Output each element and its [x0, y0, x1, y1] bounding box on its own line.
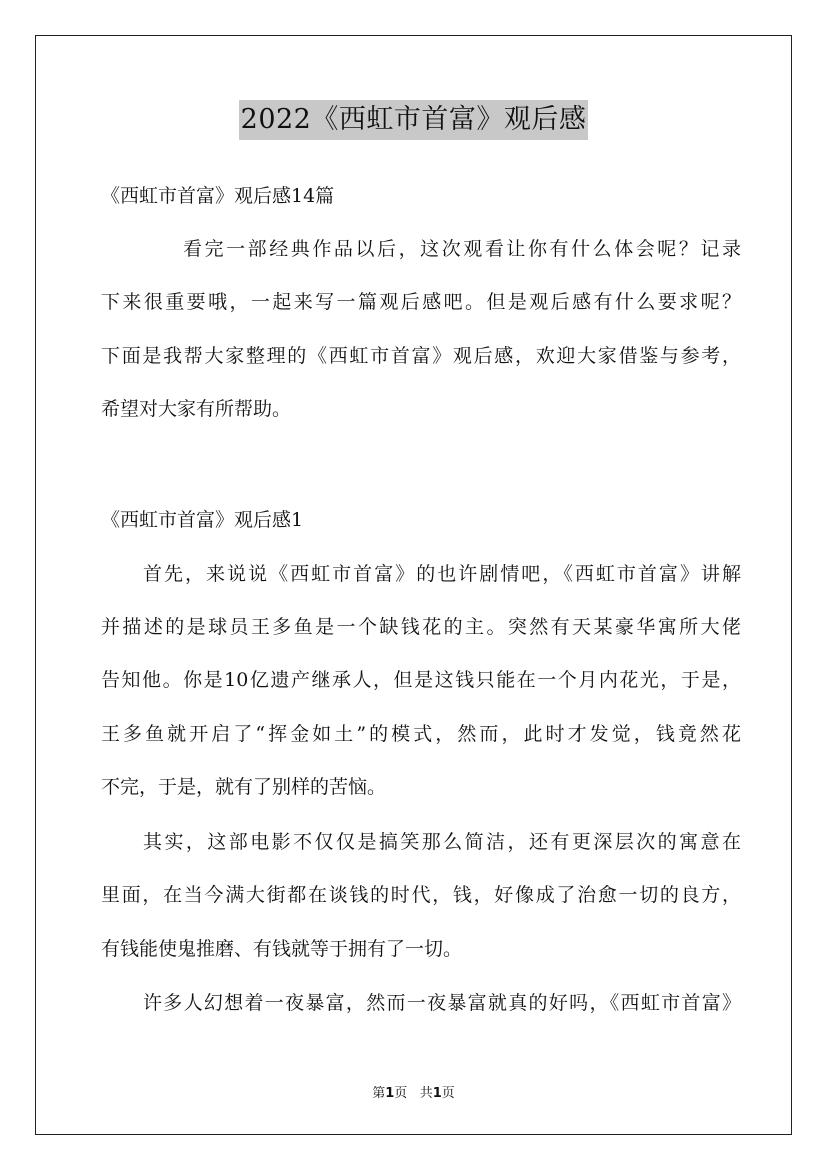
intro-line: 希望对大家有所帮助。	[101, 398, 292, 420]
paragraph-line: 里面，在当今满大街都在谈钱的时代，钱，好像成了治愈一切的良方，	[101, 884, 741, 906]
section-heading: 《西虹市首富》观后感1	[101, 509, 304, 531]
paragraph-line: 许多人幻想着一夜暴富，然而一夜暴富就真的好吗，《西虹市首富》	[143, 992, 741, 1014]
total-suffix: 页	[441, 1086, 455, 1101]
paragraph-line: 不完，于是，就有了别样的苦恼。	[101, 776, 387, 798]
intro-line: 看完一部经典作品以后，这次观看让你有什么体会呢？记录	[183, 238, 741, 260]
title-container	[0, 100, 827, 140]
page-prefix: 第	[372, 1086, 386, 1101]
intro-line: 下来很重要哦，一起来写一篇观后感吧。但是观后感有什么要求呢？	[101, 291, 741, 313]
total-pages: 1	[432, 1086, 442, 1101]
paragraph-line: 有钱能使鬼推磨、有钱就等于拥有了一切。	[101, 938, 463, 960]
paragraph-line: 首先，来说说《西虹市首富》的也许剧情吧，《西虹市首富》讲解	[143, 563, 741, 585]
document-subtitle: 《西虹市首富》观后感14篇	[101, 185, 335, 207]
document-title: 2022《西虹市首富》观后感	[239, 100, 589, 140]
page-suffix: 页	[394, 1086, 408, 1101]
total-prefix: 共	[419, 1086, 433, 1101]
paragraph-line: 其实，这部电影不仅仅是搞笑那么简洁，还有更深层次的寓意在	[143, 831, 741, 853]
page-number: 1	[385, 1086, 395, 1101]
paragraph-line: 告知他。你是10亿遗产继承人，但是这钱只能在一个月内花光，于是，	[101, 669, 741, 691]
page-footer	[0, 1082, 827, 1101]
paragraph-line: 并描述的是球员王多鱼是一个缺钱花的主。突然有天某豪华寓所大佬	[101, 616, 741, 638]
paragraph-line: 王多鱼就开启了“挥金如土”的模式，然而，此时才发觉，钱竟然花	[101, 723, 741, 745]
intro-line: 下面是我帮大家整理的《西虹市首富》观后感，欢迎大家借鉴与参考，	[101, 345, 741, 367]
